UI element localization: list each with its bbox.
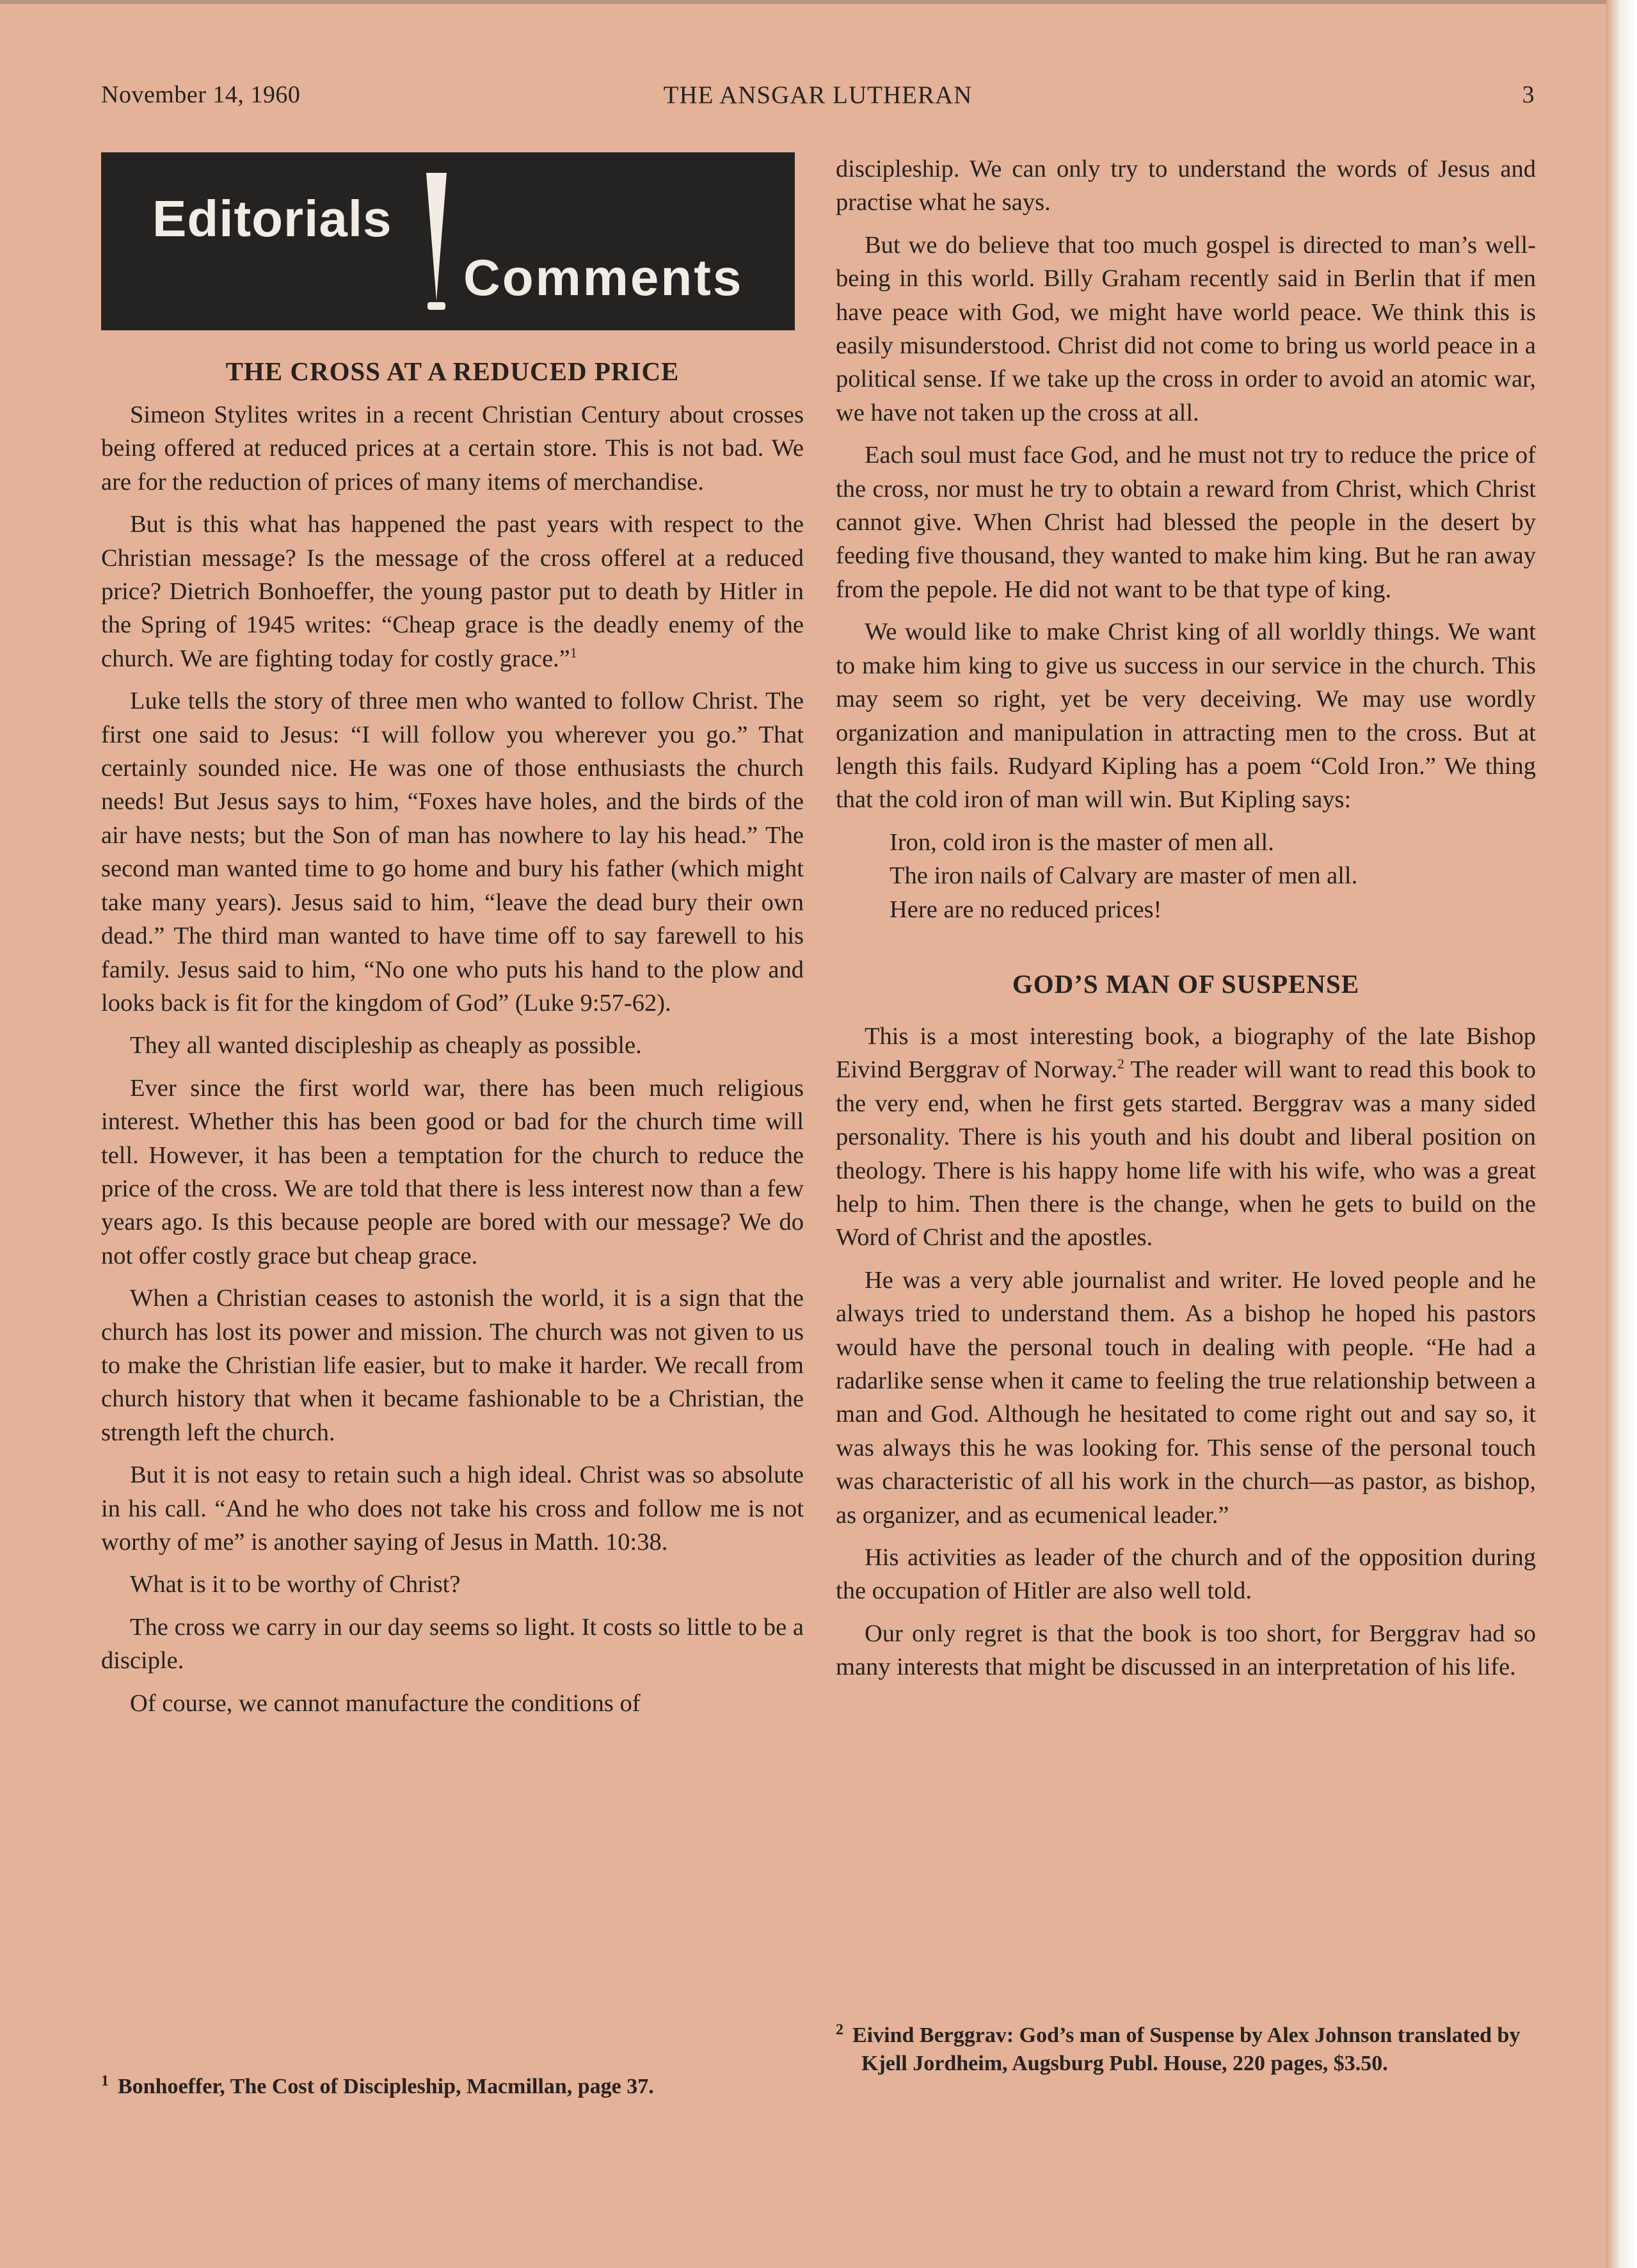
article-title-suspense: GOD’S MAN OF SUSPENSE [1012,969,1360,999]
banner-slash-icon [426,173,447,301]
article-paragraph-continued: discipleship. We can only try to understand the words of Jesus and practise what he says. [836,156,1536,216]
article-paragraph: What is it to be worthy of Christ? [130,1571,461,1598]
article-paragraph: The cross we carry in our day seems so light. It costs so little to be a disciple. [101,1613,804,1675]
article-paragraph: His activities as leader of the church and of the opposition during the occupation of Hitler are also well told. [836,1544,1536,1605]
footnote-1: $^1$ Bonhoeffer, The Cost of Discipleship, Macmillan, page 37. [101,2072,654,2098]
page-number: 3 [1522,81,1535,108]
article-title-cross: THE CROSS AT A REDUCED PRICE [225,357,680,386]
poem-line: Here are no reduced prices! [890,896,1162,923]
footnote-ref-2: 2 [1117,1056,1124,1072]
issue-date: November 14, 1960 [101,81,301,108]
article-paragraph: But we do believe that too much gospel is directed to man’s well-being in this world. Billy Graham recently said in Berlin that if men have peace with God, we might have world peace. We think this is easily misunderstood. Christ did not come to bring us world peace in a political sense. If we take up the cross in order to avoid an atomic war, we have not taken up the cross at all. [836,231,1536,426]
article-paragraph: They all wanted discipleship as cheaply as possible. [130,1032,642,1059]
article-paragraph: But it is not easy to retain such a high ideal. Christ was so absolute in his call. “And he who does not take his cross and follow me is not worthy of me” is another saying of Jesus in Matth. 10:38. [101,1461,804,1556]
article-paragraph: Our only regret is that the book is too short, for Berggrav had so many interests that might be discussed in an interpretation of his life. [836,1620,1536,1681]
journal-title: THE ANSGAR LUTHERAN [663,81,973,109]
article-paragraph: When a Christian ceases to astonish the world, it is a sign that the church has lost its power and mission. The church was not given to us to make the Christian life easier, but to make it harder. We recall from church history that when it became fashionable to be a Christian, the strength left the church. [101,1285,804,1446]
article-paragraph: This is a most interesting book, a biography of the late Bishop Eivind Berggrav of Norway.$^2$ The reader will want to read this book to the very end, when he first gets started. Berggrav was a many sided personality. There is his youth and his doubt and liberal position on theology. There is his happy home life with his wife, who was a great help to him. Then there is the change, when he gets to build on the Word of Christ and the apostles. [836,1022,1536,1251]
article-paragraph: Ever since the first world war, there has been much religious interest. Whether this has been good or bad for the church time will tell. However, it has been a temptation for the church to reduce the price of the cross. We are told that there is less interest now than a few years ago. Is this because people are bored with our message? We do not offer costly grace but cheap grace. [101,1074,804,1269]
footnote-2: $^2$ Eivind Berggrav: God’s man of Suspense by Alex Johnson translated by Kjell Jordheim, Augsburg Publ. House, 220 pages, $3.50. [836,2021,1521,2075]
right-column [836,152,1536,1693]
article-paragraph: Each soul must face God, and he must not try to reduce the price of the cross, nor must he try to obtain a reward from Christ, which Christ cannot give. When Christ had blessed the people in the desert by feeding five thousand, they wanted to make him king. But he ran away from the pepole. He did not want to be that type of king. [836,442,1536,603]
poem-line: The iron nails of Calvary are master of men all. [890,862,1358,890]
running-head [101,81,1535,119]
footnote-ref-1: 1 [570,645,577,661]
banner-editorials: Editorials [152,190,392,247]
article-paragraph: Luke tells the story of three men who wanted to follow Christ. The first one said to Jesus: “I will follow you wherever you go.” That certainly sounded nice. He was one of those enthusiasts the church needs! But Jesus says to him, “Foxes have holes, and the birds of the air have nests; but the Son of man has nowhere to lay his head.” The second man wanted time to go home and bury his father (which might take many years). Jesus said to him, “leave the dead bury their own dead.” The third man wanted to have time off to say farewell to his family. Jesus said to him, “No one who puts his hand to the plow and looks back is fit for the kingdom of God” (Luke 9:57-62). [101,688,804,1017]
editorials-banner [101,152,795,330]
page-top-edge [0,0,1606,4]
article-paragraph: Simeon Stylites writes in a recent Christian Century about crosses being offered at reduced prices at a certain store. This is not bad. We are for the reduction of prices of many items of merchandise. [101,401,804,495]
left-column [101,152,804,1729]
article-paragraph: We would like to make Christ king of all worldly things. We want to make him king to give us success in our service in the church. This may seem so right, yet be very deceiving. We may use wordly organization and manipulation in attracting men to the cross. But at length this fails. Rudyard Kipling has a poem “Cold Iron.” We thing that the cold iron of man will win. But Kipling says: [836,618,1536,814]
kipling-poem [836,826,1536,926]
article-paragraph: He was a very able journalist and writer. He loved people and he always tried to understand them. As a bishop he hoped his pastors would have the personal touch in dealing with people. “He had a radarlike sense when it came to feeling the true relationship between a man and God. Although he hesitated to come right out and say so, it was always this he was looking for. This sense of the personal touch was characteristic of all his work in the church—as pastor, as bishop, as organizer, and as ecumenical leader.” [836,1266,1536,1529]
banner-slash-dot [427,302,445,310]
article-paragraph: But is this what has happened the past years with respect to the Christian message? Is the message of the cross offerel at a reduced price? Dietrich Bonhoeffer, the young pastor put to death by Hitler in the Spring of 1945 writes: “Cheap grace is the deadly enemy of the church. We are fighting today for costly grace.”$^1$ [101,511,804,672]
poem-line: Iron, cold iron is the master of men all. [890,828,1274,856]
banner-comments: Comments [463,249,744,306]
article-paragraph: Of course, we cannot manufacture the conditions of [130,1689,641,1717]
page-edge [1606,0,1637,2268]
